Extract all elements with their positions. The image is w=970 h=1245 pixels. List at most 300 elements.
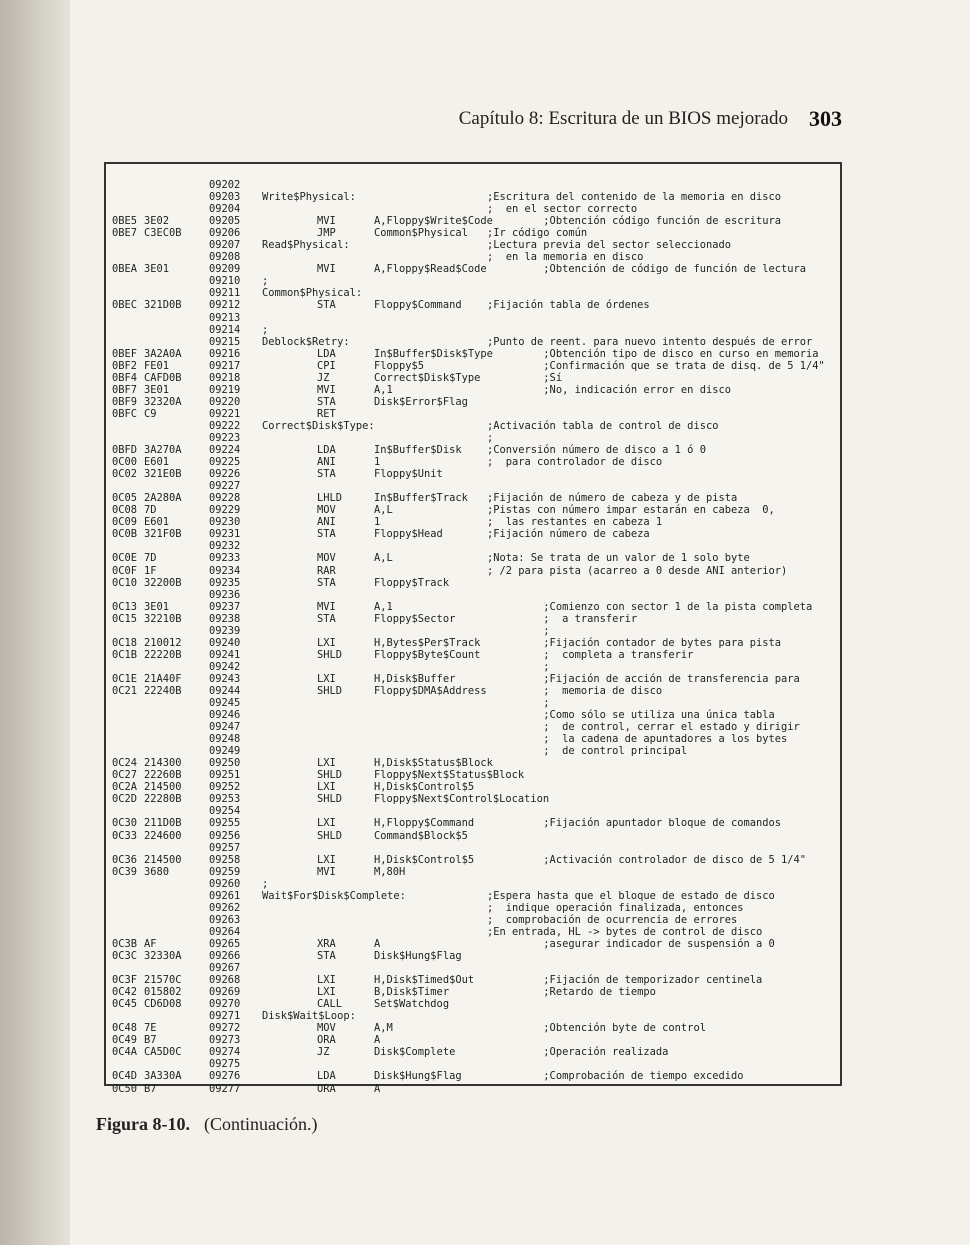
machine-code: CD6D08 [144, 998, 182, 1011]
hex-address: 0C2A [112, 781, 138, 794]
line-number: 09218 [209, 371, 241, 384]
comment: ;Conversión número de disco a 1 ó 0 [487, 444, 706, 457]
hex-address: 0C3B [112, 937, 138, 950]
label: Deblock$Retry: [262, 335, 350, 348]
machine-code: CAFD0B [144, 371, 182, 384]
listing-line [110, 191, 836, 203]
listing-line [110, 552, 836, 564]
machine-code: 3E01 [144, 383, 170, 396]
listing-line [110, 384, 836, 396]
comment: ;Espera hasta que el bloque de estado de disco [487, 889, 775, 902]
comment: ;Comienzo con sector 1 de la pista completa [487, 600, 813, 613]
listing-line [110, 263, 836, 275]
opcode: LXI [317, 817, 336, 830]
machine-code: 321E0B [144, 468, 182, 481]
comment: ;Confirmación que se trata de disq. de 5 1/4" [487, 359, 825, 372]
hex-address: 0C4A [112, 1046, 138, 1059]
hex-address: 0BEA [112, 263, 138, 276]
operand: In$Buffer$Disk$Type [374, 347, 493, 360]
hex-address: 0C33 [112, 829, 138, 842]
listing-line [110, 348, 836, 360]
line-number: 09219 [209, 383, 241, 396]
listing-line [110, 565, 836, 577]
opcode: LXI [317, 757, 336, 770]
listing-line [110, 287, 836, 299]
listing-line [110, 962, 836, 974]
comment: ;Escritura del contenido de la memoria en disco [487, 191, 782, 204]
machine-code: 3A2A0A [144, 347, 182, 360]
listing-line [110, 601, 836, 613]
listing-line [110, 986, 836, 998]
line-number: 09211 [209, 287, 241, 300]
line-number: 09212 [209, 299, 241, 312]
hex-address: 0C24 [112, 757, 138, 770]
comment: ;Fijación de temporizador centinela [487, 974, 763, 987]
line-number: 09235 [209, 576, 241, 589]
listing-line [110, 709, 836, 721]
line-number: 09252 [209, 781, 241, 794]
line-number: 09265 [209, 937, 241, 950]
comment: ;Operación realizada [487, 1046, 669, 1059]
listing-line [110, 227, 836, 239]
line-number: 09259 [209, 865, 241, 878]
comment: ;Pistas con número impar estarán en cabeza 0, [487, 504, 775, 517]
opcode: LXI [317, 781, 336, 794]
line-number: 09222 [209, 419, 241, 432]
machine-code: 3E01 [144, 263, 170, 276]
opcode: SHLD [317, 793, 343, 806]
comment: ;Fijación número de cabeza [487, 528, 650, 541]
opcode: SHLD [317, 829, 343, 842]
comment: ;Fijación de número de cabeza y de pista [487, 492, 738, 505]
hex-address: 0C27 [112, 769, 138, 782]
listing-line [110, 926, 836, 938]
operand: In$Buffer$Track [374, 492, 468, 505]
comment: ; [487, 624, 550, 637]
opcode: XRA [317, 937, 336, 950]
machine-code: B7 [144, 1082, 157, 1095]
line-number: 09206 [209, 227, 241, 240]
line-number: 09275 [209, 1058, 241, 1071]
operand: Floppy$5 [374, 359, 425, 372]
opcode: MVI [317, 383, 336, 396]
opcode: MOV [317, 1022, 336, 1035]
opcode: LXI [317, 974, 336, 987]
opcode: CALL [317, 998, 343, 1011]
page-number: 303 [809, 106, 842, 131]
listing-line [110, 360, 836, 372]
listing-line [110, 577, 836, 589]
listing-line [110, 817, 836, 829]
line-number: 09273 [209, 1034, 241, 1047]
listing-line [110, 1022, 836, 1034]
comment: ;En entrada, HL -> bytes de control de disco [487, 925, 763, 938]
comment: ;Obtención tipo de disco en curso en memoria [487, 347, 819, 360]
comment: ;Obtención byte de control [487, 1022, 706, 1035]
machine-code: 3E01 [144, 600, 170, 613]
machine-code: AF [144, 937, 157, 950]
comment: ; en el sector correcto [487, 203, 638, 216]
opcode: LHLD [317, 492, 343, 505]
opcode: JZ [317, 371, 330, 384]
listing-line [110, 215, 836, 227]
line-number: 09207 [209, 239, 241, 252]
machine-code: 224600 [144, 829, 182, 842]
operand: A [374, 1082, 381, 1095]
listing-line [110, 239, 836, 251]
listing-line [110, 324, 836, 336]
listing-line [110, 745, 836, 757]
hex-address: 0BF9 [112, 395, 138, 408]
operand: A,Floppy$Read$Code [374, 263, 487, 276]
line-number: 09244 [209, 684, 241, 697]
hex-address: 0C05 [112, 492, 138, 505]
opcode: SHLD [317, 769, 343, 782]
label: ; [262, 275, 269, 288]
comment: ;Retardo de tiempo [487, 986, 656, 999]
comment: ;Como sólo se utiliza una única tabla [487, 709, 775, 722]
comment: ;Fijación tabla de órdenes [487, 299, 650, 312]
listing-line [110, 878, 836, 890]
listing-line [110, 805, 836, 817]
machine-code: 211D0B [144, 817, 182, 830]
machine-code: 32320A [144, 395, 182, 408]
machine-code: 32210B [144, 612, 182, 625]
operand: 1 [374, 516, 381, 529]
comment: ;Fijación apuntador bloque de comandos [487, 817, 782, 830]
comment: ; /2 para pista (acarreo a 0 desde ANI anterior) [487, 564, 788, 577]
opcode: JZ [317, 1046, 330, 1059]
listing-line [110, 902, 836, 914]
label: Wait$For$Disk$Complete: [262, 889, 406, 902]
line-number: 09221 [209, 407, 241, 420]
operand: In$Buffer$Disk [374, 444, 462, 457]
hex-address: 0C15 [112, 612, 138, 625]
opcode: STA [317, 612, 336, 625]
operand: H,Disk$Control$5 [374, 853, 475, 866]
opcode: MVI [317, 600, 336, 613]
machine-code: 3A270A [144, 444, 182, 457]
listing-line [110, 516, 836, 528]
hex-address: 0C0F [112, 564, 138, 577]
label: Correct$Disk$Type: [262, 419, 375, 432]
hex-address: 0C1B [112, 648, 138, 661]
opcode: ANI [317, 516, 336, 529]
listing-line [110, 1083, 836, 1095]
hex-address: 0C45 [112, 998, 138, 1011]
opcode: LXI [317, 672, 336, 685]
opcode: STA [317, 576, 336, 589]
line-number: 09246 [209, 709, 241, 722]
operand: Floppy$Track [374, 576, 450, 589]
line-number: 09238 [209, 612, 241, 625]
comment: ;Punto de reent. para nuevo intento después de error [487, 335, 813, 348]
line-number: 09213 [209, 311, 241, 324]
opcode: MVI [317, 263, 336, 276]
operand: H,Floppy$Command [374, 817, 475, 830]
line-number: 09261 [209, 889, 241, 902]
opcode: RAR [317, 564, 336, 577]
comment: ; completa a transferir [487, 648, 694, 661]
opcode: STA [317, 950, 336, 962]
listing-line [110, 589, 836, 601]
operand: B,Disk$Timer [374, 986, 450, 999]
line-number: 09216 [209, 347, 241, 360]
hex-address: 0C09 [112, 516, 138, 529]
listing-line [110, 444, 836, 456]
label: Write$Physical: [262, 191, 356, 204]
comment: ;Sí [487, 371, 563, 384]
opcode: STA [317, 528, 336, 541]
figure-label: Figura 8-10. [96, 1114, 190, 1134]
machine-code: C3EC0B [144, 227, 182, 240]
operand: Command$Block$5 [374, 829, 468, 842]
listing-line [110, 697, 836, 709]
opcode: STA [317, 299, 336, 312]
hex-address: 0BEF [112, 347, 138, 360]
listing-line [110, 420, 836, 432]
line-number: 09245 [209, 697, 241, 710]
listing-line [110, 372, 836, 384]
line-number: 09266 [209, 950, 241, 962]
listing-line [110, 179, 836, 191]
operand: A,L [374, 552, 393, 565]
operand: Floppy$Command [374, 299, 462, 312]
opcode: SHLD [317, 684, 343, 697]
listing-line [110, 625, 836, 637]
line-number: 09274 [209, 1046, 241, 1059]
machine-code: 321D0B [144, 299, 182, 312]
line-number: 09260 [209, 877, 241, 890]
comment: ; memoria de disco [487, 684, 663, 697]
opcode: STA [317, 468, 336, 481]
hex-address: 0BFD [112, 444, 138, 457]
operand: Floppy$Byte$Count [374, 648, 481, 661]
line-number: 09242 [209, 660, 241, 673]
line-number: 09269 [209, 986, 241, 999]
comment: ;Fijación de acción de transferencia para [487, 672, 800, 685]
line-number: 09270 [209, 998, 241, 1011]
listing-line [110, 914, 836, 926]
label: Read$Physical: [262, 239, 350, 252]
operand: Set$Watchdog [374, 998, 450, 1011]
operand: Floppy$Next$Status$Block [374, 769, 525, 782]
operand: A,1 [374, 383, 393, 396]
operand: Floppy$DMA$Address [374, 684, 487, 697]
opcode: LXI [317, 986, 336, 999]
operand: Floppy$Unit [374, 468, 443, 481]
comment: ;Nota: Se trata de un valor de 1 solo byte [487, 552, 750, 565]
hex-address: 0C42 [112, 986, 138, 999]
machine-code: 21A40F [144, 672, 182, 685]
machine-code: FE01 [144, 359, 170, 372]
line-number: 09217 [209, 359, 241, 372]
operand: A,Floppy$Write$Code [374, 215, 493, 228]
machine-code: 22220B [144, 648, 182, 661]
listing-line [110, 1070, 836, 1082]
line-number: 09277 [209, 1082, 241, 1095]
machine-code: 7E [144, 1022, 157, 1035]
line-number: 09236 [209, 588, 241, 601]
opcode: LDA [317, 347, 336, 360]
hex-address: 0C4D [112, 1070, 138, 1083]
opcode: MOV [317, 504, 336, 517]
line-number: 09251 [209, 769, 241, 782]
machine-code: 1F [144, 564, 157, 577]
label: Disk$Wait$Loop: [262, 1010, 356, 1023]
comment: ;Ir código común [487, 227, 588, 240]
line-number: 09209 [209, 263, 241, 276]
code-listing-box [104, 162, 842, 1095]
hex-address: 0BF2 [112, 359, 138, 372]
operand: H,Disk$Buffer [374, 672, 456, 685]
operand: Disk$Hung$Flag [374, 1070, 462, 1083]
listing-line [110, 613, 836, 625]
line-number: 09247 [209, 721, 241, 734]
comment: ;Lectura previa del sector seleccionado [487, 239, 731, 252]
listing-line [110, 685, 836, 697]
machine-code: C9 [144, 407, 157, 420]
line-number: 09276 [209, 1070, 241, 1083]
listing-line [110, 866, 836, 878]
comment: ;Activación tabla de control de disco [487, 419, 719, 432]
listing-line [110, 769, 836, 781]
hex-address: 0C00 [112, 456, 138, 469]
label: Common$Physical: [262, 287, 363, 300]
machine-code: 2A280A [144, 492, 182, 505]
hex-address: 0C02 [112, 468, 138, 481]
listing-line [110, 528, 836, 540]
line-number: 09231 [209, 528, 241, 541]
operand: M,80H [374, 865, 406, 878]
operand: 1 [374, 456, 381, 469]
opcode: MVI [317, 215, 336, 228]
hex-address: 0C39 [112, 865, 138, 878]
line-number: 09233 [209, 552, 241, 565]
operand: Disk$Error$Flag [374, 395, 468, 408]
comment: ; indique operación finalizada, entonces [487, 901, 744, 914]
operand: A,M [374, 1022, 393, 1035]
label: ; [262, 877, 269, 890]
line-number: 09202 [209, 179, 241, 191]
opcode: SHLD [317, 648, 343, 661]
listing-line [110, 854, 836, 866]
line-number: 09249 [209, 745, 241, 758]
listing-line [110, 842, 836, 854]
hex-address: 0C13 [112, 600, 138, 613]
line-number: 09203 [209, 191, 241, 204]
listing-line [110, 456, 836, 468]
operand: Common$Physical [374, 227, 468, 240]
line-number: 09234 [209, 564, 241, 577]
comment: ; las restantes en cabeza 1 [487, 516, 663, 529]
listing-line [110, 396, 836, 408]
machine-code: 7D [144, 504, 157, 517]
hex-address: 0BE5 [112, 215, 138, 228]
listing-line [110, 733, 836, 745]
hex-address: 0C49 [112, 1034, 138, 1047]
figure-caption-text: (Continuación.) [204, 1114, 318, 1134]
listing-line [110, 661, 836, 673]
line-number: 09220 [209, 395, 241, 408]
listing-line [110, 1046, 836, 1058]
listing-line [110, 468, 836, 480]
operand: A [374, 937, 381, 950]
opcode: LDA [317, 1070, 336, 1083]
listing-line [110, 1010, 836, 1022]
hex-address: 0BEC [112, 299, 138, 312]
listing-line [110, 336, 836, 348]
machine-code: 22240B [144, 684, 182, 697]
opcode: MOV [317, 552, 336, 565]
listing-line [110, 1058, 836, 1070]
comment: ; [487, 660, 550, 673]
machine-code: 22260B [144, 769, 182, 782]
listing-line [110, 251, 836, 263]
hex-address: 0C21 [112, 684, 138, 697]
comment: ;Comprobación de tiempo excedido [487, 1070, 744, 1083]
opcode: ANI [317, 456, 336, 469]
comment: ; de control principal [487, 745, 688, 758]
machine-code: B7 [144, 1034, 157, 1047]
comment: ;Activación controlador de disco de 5 1/4" [487, 853, 807, 866]
operand: A,1 [374, 600, 393, 613]
machine-code: 214500 [144, 853, 182, 866]
machine-code: 32200B [144, 576, 182, 589]
machine-code: 3680 [144, 865, 170, 878]
operand: H,Disk$Status$Block [374, 757, 493, 770]
line-number: 09214 [209, 323, 241, 336]
line-number: 09204 [209, 203, 241, 216]
hex-address: 0C50 [112, 1082, 138, 1095]
operand: Disk$Complete [374, 1046, 456, 1059]
line-number: 09262 [209, 901, 241, 914]
line-number: 09230 [209, 516, 241, 529]
line-number: 09243 [209, 672, 241, 685]
operand: A,L [374, 504, 393, 517]
line-number: 09254 [209, 805, 241, 818]
line-number: 09225 [209, 456, 241, 469]
operand: H,Disk$Timed$Out [374, 974, 475, 987]
line-number: 09267 [209, 962, 241, 975]
operand: Correct$Disk$Type [374, 371, 481, 384]
comment: ; la cadena de apuntadores a los bytes [487, 733, 788, 746]
operand: Floppy$Sector [374, 612, 456, 625]
hex-address: 0C10 [112, 576, 138, 589]
machine-code: 7D [144, 552, 157, 565]
hex-address: 0C18 [112, 636, 138, 649]
line-number: 09210 [209, 275, 241, 288]
line-number: 09264 [209, 925, 241, 938]
line-number: 09228 [209, 492, 241, 505]
listing-line [110, 492, 836, 504]
opcode: LDA [317, 444, 336, 457]
listing-line [110, 890, 836, 902]
listing-line [110, 673, 836, 685]
opcode: STA [317, 395, 336, 408]
machine-code: 214300 [144, 757, 182, 770]
opcode: MVI [317, 865, 336, 878]
line-number: 09208 [209, 251, 241, 264]
listing-line [110, 408, 836, 420]
line-number: 09237 [209, 600, 241, 613]
operand: H,Disk$Control$5 [374, 781, 475, 794]
machine-code: 32330A [144, 950, 182, 962]
listing-line [110, 974, 836, 986]
line-number: 09223 [209, 431, 241, 444]
machine-code: E601 [144, 516, 170, 529]
listing-line [110, 203, 836, 215]
